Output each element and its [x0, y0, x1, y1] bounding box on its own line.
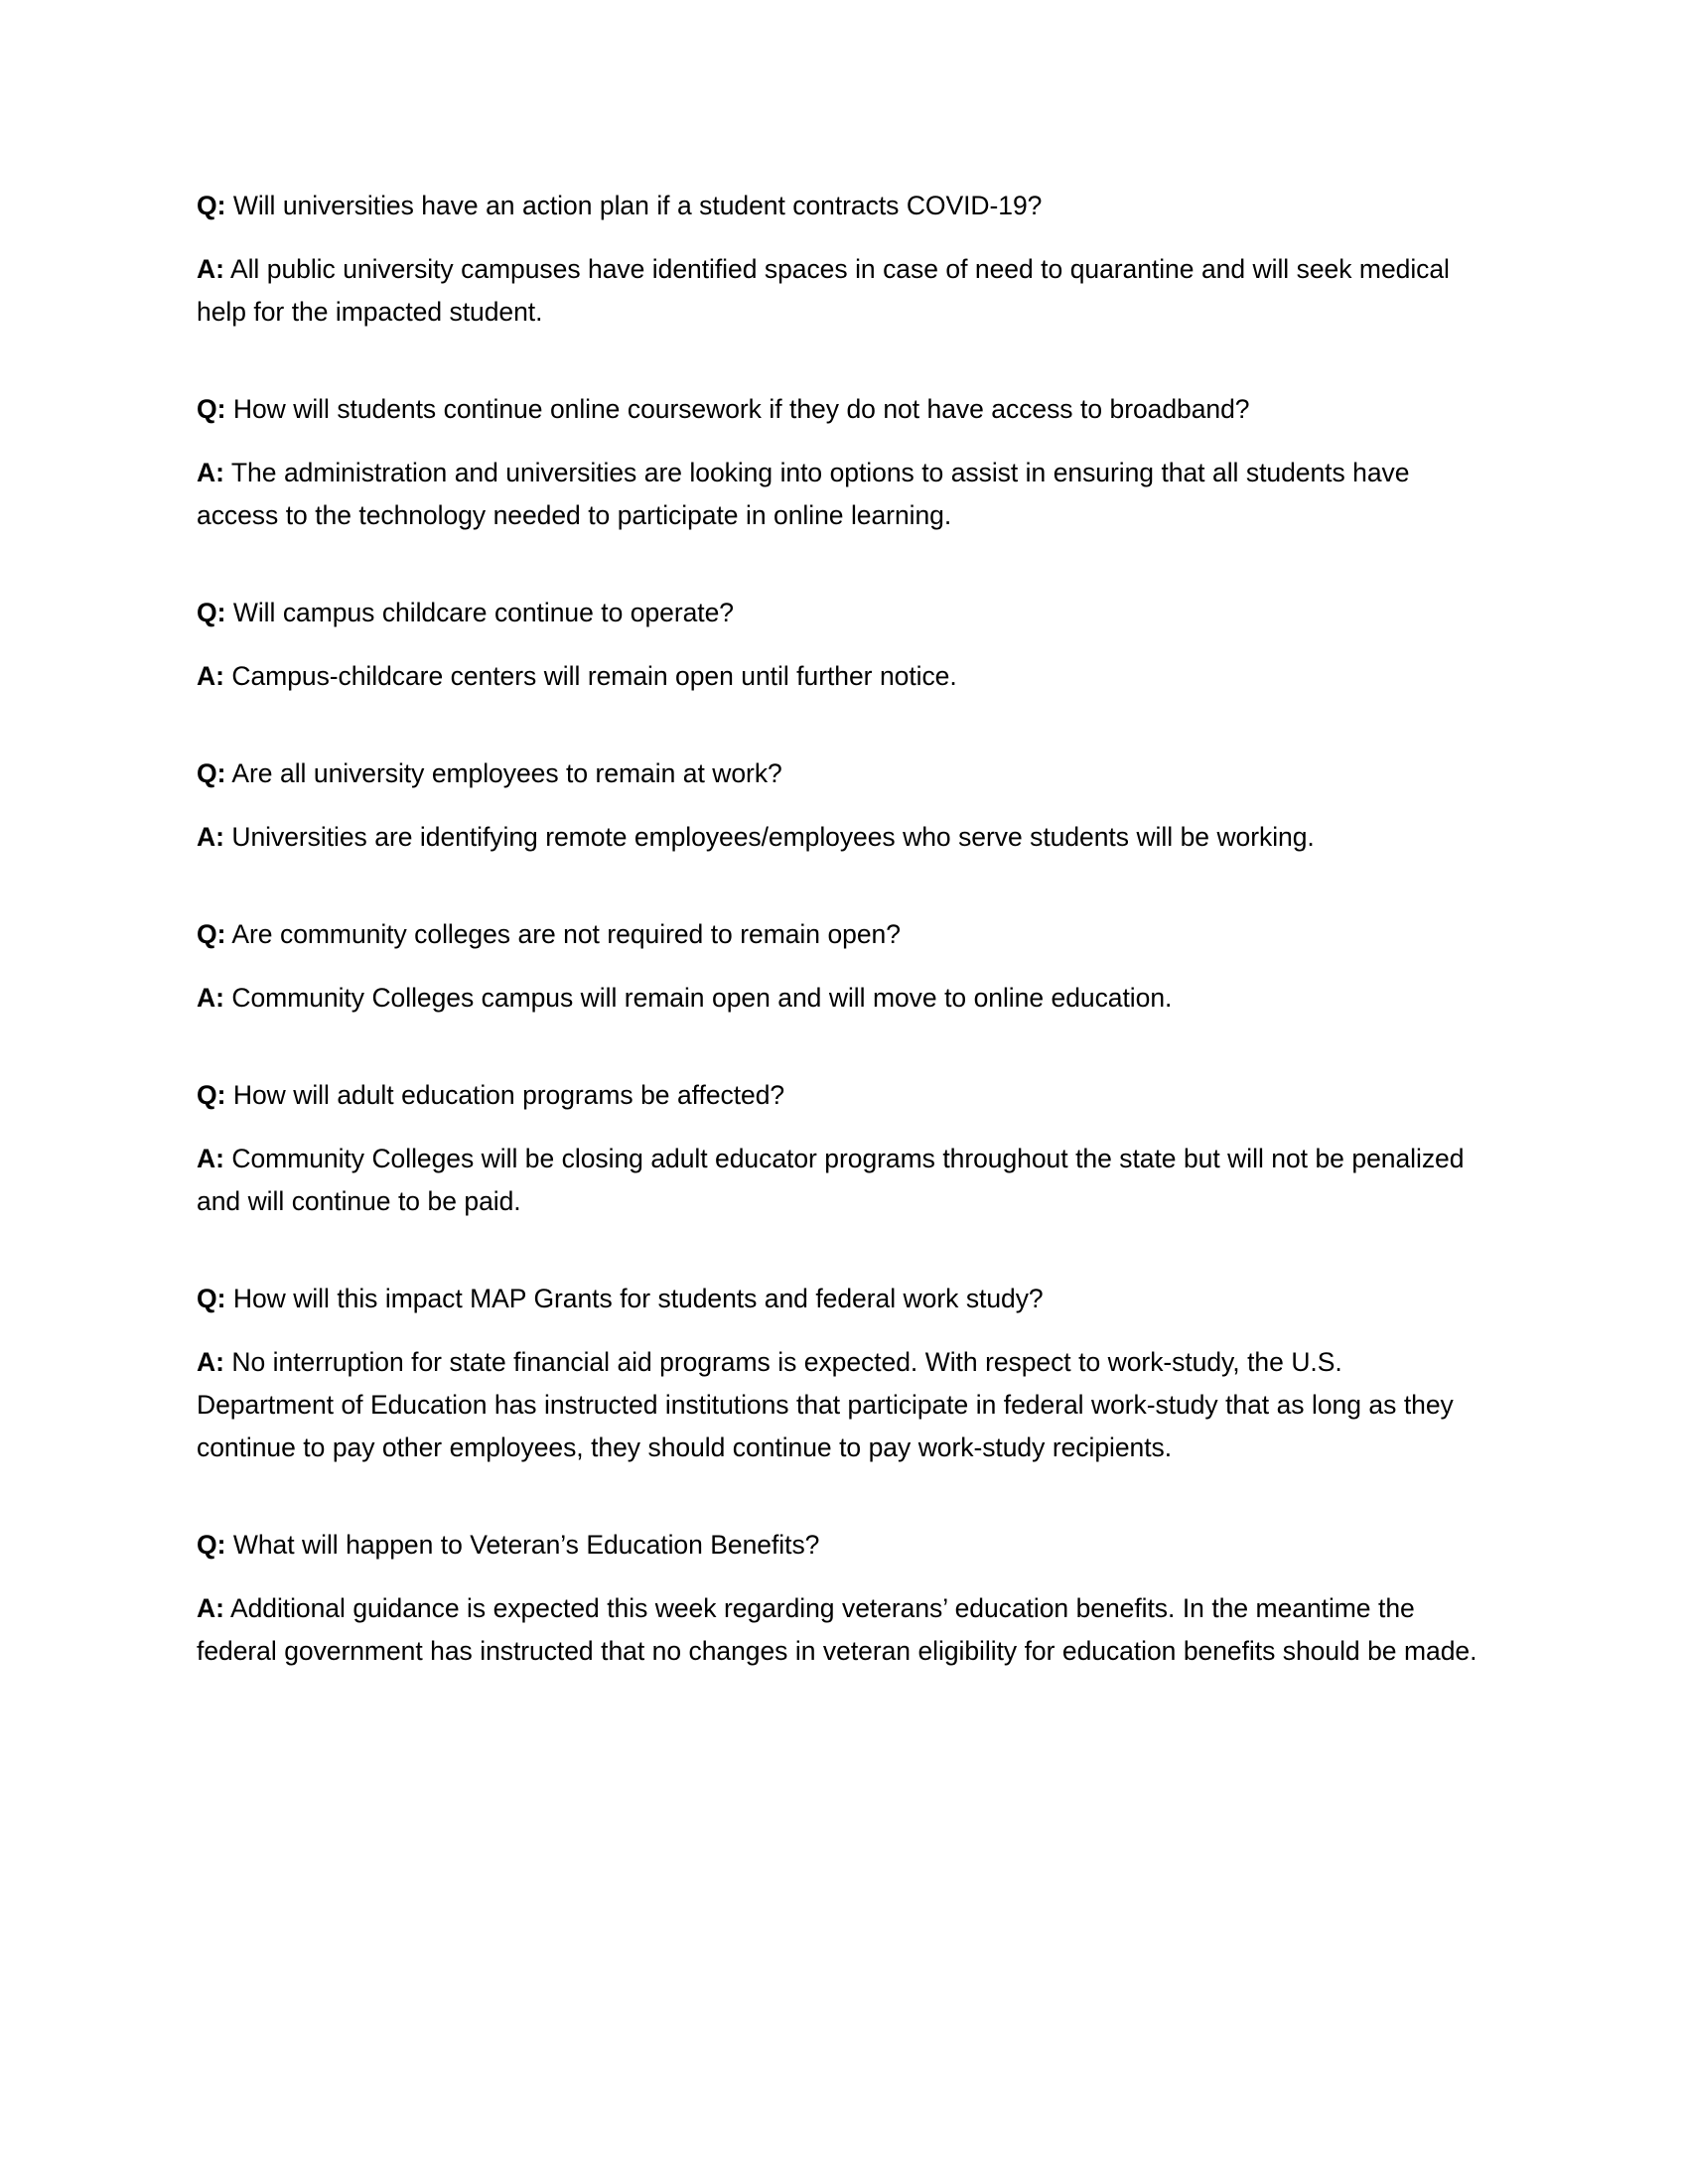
answer-label: A:: [197, 822, 224, 852]
answer-line: [197, 1138, 1482, 1223]
answer-line: [197, 248, 1482, 334]
answer-label: A:: [197, 983, 224, 1013]
qa-block: [197, 752, 1482, 859]
question-label: Q:: [197, 394, 226, 424]
qa-block: [197, 388, 1482, 537]
answer-line: [197, 452, 1482, 537]
answer-line: [197, 655, 1482, 698]
answer-label: A:: [197, 458, 224, 487]
question-text: Are all university employees to remain at work?: [231, 758, 782, 788]
question-label: Q:: [197, 1284, 226, 1313]
question-label: Q:: [197, 598, 226, 627]
question-line: [197, 1524, 1482, 1567]
answer-line: [197, 816, 1482, 859]
question-text: How will this impact MAP Grants for students and federal work study?: [232, 1284, 1044, 1313]
qa-block: [197, 913, 1482, 1020]
question-label: Q:: [197, 191, 226, 220]
answer-text: Community Colleges campus will remain open and will move to online education.: [231, 983, 1173, 1013]
question-line: [197, 592, 1482, 634]
question-line: [197, 388, 1482, 431]
answer-label: A:: [197, 1347, 224, 1377]
answer-label: A:: [197, 254, 224, 284]
question-label: Q:: [197, 1530, 226, 1560]
answer-text: Campus-childcare centers will remain open until further notice.: [231, 661, 957, 691]
answer-text: The administration and universities are looking into options to assist in ensuring that all students have access to the technology needed to participate in online learning.: [197, 458, 1410, 530]
faq-content: [197, 185, 1482, 1673]
question-text: How will adult education programs be affected?: [232, 1080, 785, 1110]
answer-text: No interruption for state financial aid programs is expected. With respect to work-study, the U.S. Department of Education has instructed institutions that participate in federal work-study that as long as they continue to pay other employees, they should continue to pay work-study recipients.: [197, 1347, 1454, 1462]
answer-text: Community Colleges will be closing adult educator programs throughout the state but will not be penalized and will continue to be paid.: [197, 1144, 1465, 1216]
question-line: [197, 1278, 1482, 1320]
qa-block: [197, 1524, 1482, 1673]
question-line: [197, 185, 1482, 227]
answer-line: [197, 1587, 1482, 1673]
answer-label: A:: [197, 1144, 224, 1173]
question-line: [197, 913, 1482, 956]
answer-label: A:: [197, 661, 224, 691]
question-line: [197, 752, 1482, 795]
question-text: Will universities have an action plan if a student contracts COVID-19?: [232, 191, 1043, 220]
answer-text: All public university campuses have identified spaces in case of need to quarantine and will seek medical help for the impacted student.: [197, 254, 1450, 327]
qa-block: [197, 1278, 1482, 1469]
question-label: Q:: [197, 758, 226, 788]
question-text: Are community colleges are not required to remain open?: [231, 919, 901, 949]
question-label: Q:: [197, 919, 226, 949]
answer-text: Additional guidance is expected this week regarding veterans’ education benefits. In the meantime the federal government has instructed that no changes in veteran eligibility for education benefits should be made.: [197, 1593, 1477, 1666]
question-text: What will happen to Veteran’s Education Benefits?: [232, 1530, 820, 1560]
answer-line: [197, 1341, 1482, 1469]
qa-block: [197, 1074, 1482, 1223]
question-line: [197, 1074, 1482, 1117]
question-label: Q:: [197, 1080, 226, 1110]
question-text: Will campus childcare continue to operate?: [232, 598, 734, 627]
answer-text: Universities are identifying remote employees/employees who serve students will be working.: [231, 822, 1315, 852]
qa-block: [197, 185, 1482, 334]
answer-line: [197, 977, 1482, 1020]
question-text: How will students continue online coursework if they do not have access to broadband?: [232, 394, 1250, 424]
answer-label: A:: [197, 1593, 224, 1623]
qa-block: [197, 592, 1482, 698]
